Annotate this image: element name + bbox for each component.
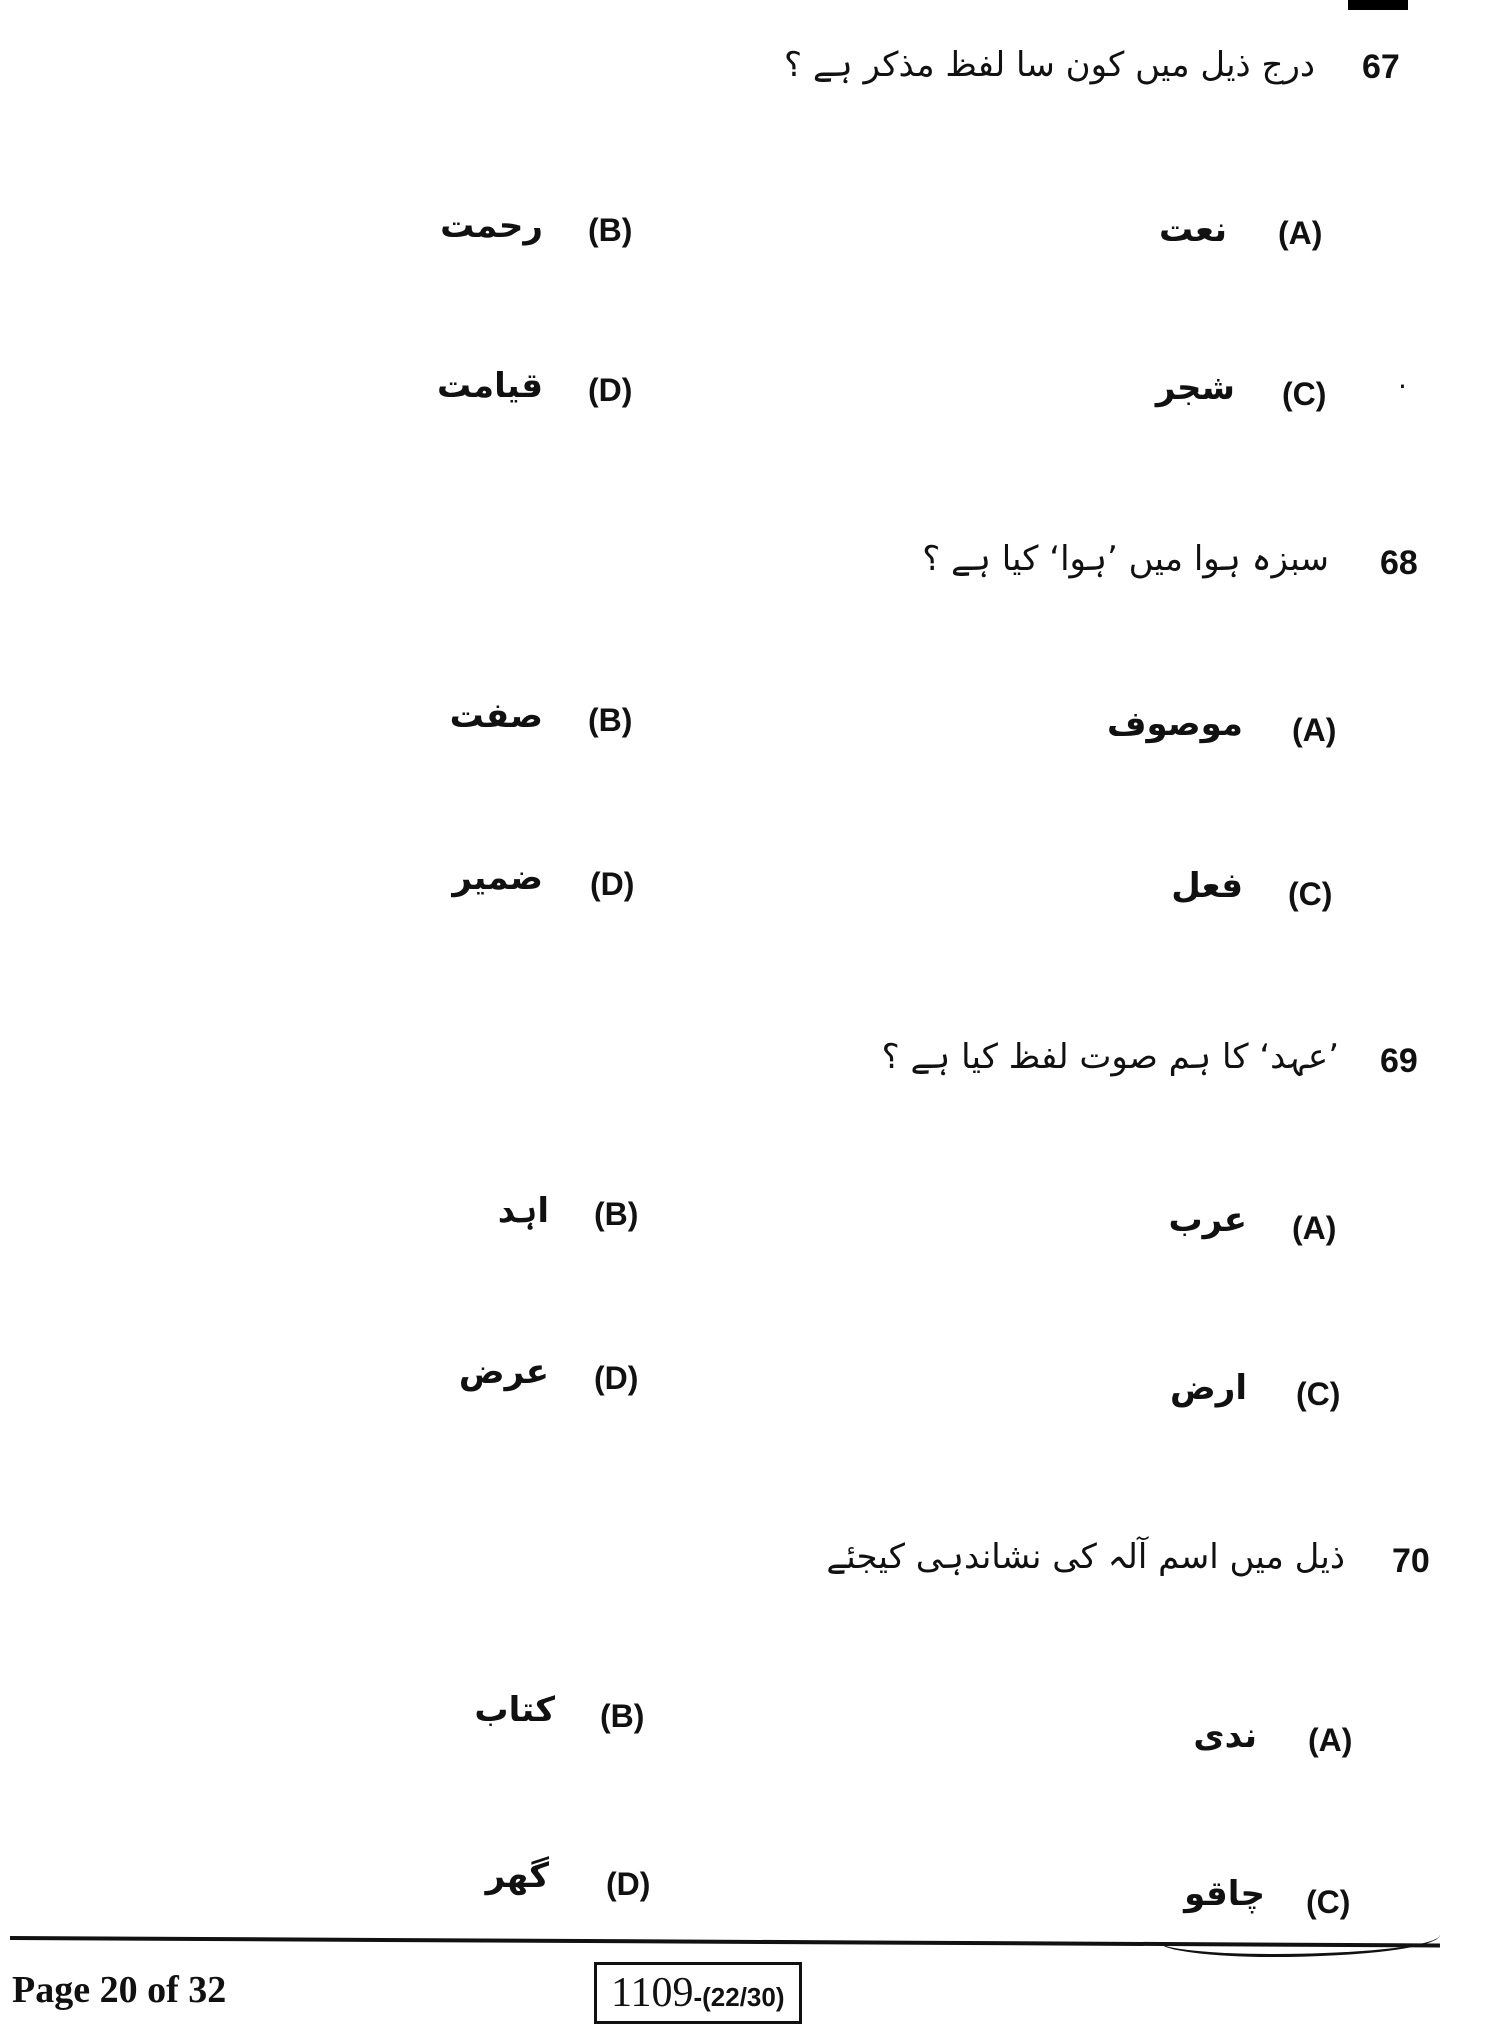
question-number: 67: [1362, 48, 1400, 86]
option-letter-d: (D): [590, 866, 635, 902]
option-answer-a: ندی: [1193, 1716, 1257, 1756]
option-answer-d: گھر: [485, 1856, 549, 1896]
stray-mark: ·: [1398, 370, 1407, 403]
option-answer-d: قیامت: [437, 366, 543, 406]
question-text: سبزہ ہوا میں ’ہوا‘ کیا ہے ؟: [922, 539, 1329, 579]
option-letter-a: (A): [1292, 1210, 1337, 1246]
option-letter-b: (B): [588, 212, 633, 248]
option-letter-d: (D): [594, 1360, 639, 1396]
option-letter-c: (C): [1282, 376, 1327, 412]
option-answer-c: چاقو: [1184, 1874, 1265, 1914]
paper-code-suffix: -(22/30): [693, 1982, 785, 2012]
option-answer-a: نعت: [1159, 210, 1227, 250]
question-number: 68: [1380, 544, 1418, 582]
option-answer-b: کتاب: [474, 1690, 555, 1730]
question-text: درج ذیل میں کون سا لفظ مذکر ہے ؟: [784, 45, 1315, 85]
option-letter-c: (C): [1296, 1376, 1341, 1412]
question-text: ذیل میں اسم آلہ کی نشاندہی کیجئے: [826, 1537, 1345, 1577]
option-answer-a: موصوف: [1106, 704, 1243, 744]
paper-code-box: [594, 1962, 802, 2024]
option-answer-d: ضمیر: [452, 858, 543, 898]
question-number: 69: [1380, 1042, 1418, 1080]
option-letter-b: (B): [588, 702, 633, 738]
option-letter-c: (C): [1288, 876, 1333, 912]
option-letter-d: (D): [588, 372, 633, 408]
paper-code: 1109: [611, 1970, 694, 2016]
option-letter-a: (A): [1292, 712, 1337, 748]
option-letter-d: (D): [606, 1866, 651, 1902]
option-letter-b: (B): [600, 1698, 645, 1734]
option-answer-c: ارض: [1170, 1368, 1247, 1408]
option-letter-c: (C): [1306, 1884, 1351, 1920]
option-answer-b: رحمت: [440, 206, 543, 246]
handwritten-underline: [1160, 1920, 1440, 1957]
option-letter-a: (A): [1308, 1722, 1353, 1758]
option-letter-b: (B): [594, 1196, 639, 1232]
page-number: Page 20 of 32: [12, 1969, 227, 2011]
option-answer-a: عرب: [1168, 1200, 1247, 1240]
question-text: ’عہد‘ کا ہم صوت لفظ کیا ہے ؟: [881, 1037, 1339, 1077]
top-edge-mark: [1348, 0, 1408, 10]
option-answer-c: فعل: [1171, 866, 1243, 906]
option-letter-a: (A): [1278, 215, 1323, 251]
option-answer-b: صفت: [449, 696, 543, 736]
question-number: 70: [1392, 1542, 1430, 1580]
option-answer-b: اہد: [497, 1191, 549, 1231]
option-answer-c: شجر: [1155, 368, 1235, 408]
option-answer-d: عرض: [458, 1352, 549, 1392]
